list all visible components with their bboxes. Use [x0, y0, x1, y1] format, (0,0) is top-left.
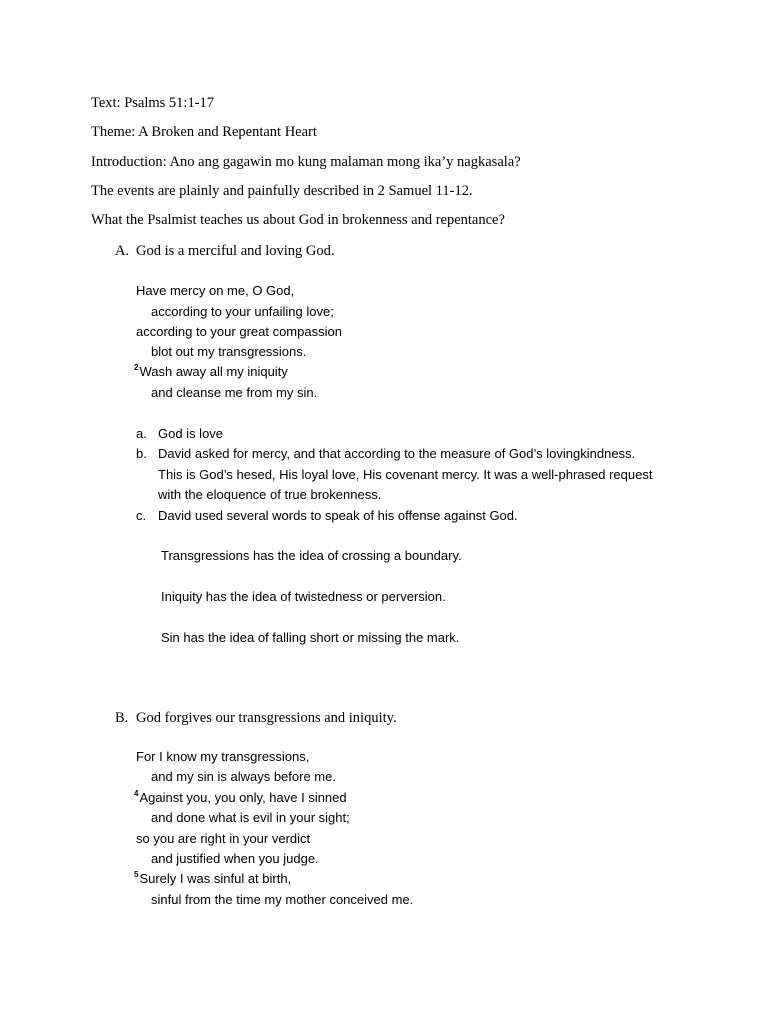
definition-sin: Sin has the idea of falling short or missing the mark. — [161, 630, 460, 645]
question-line: What the Psalmist teaches us about God in brokenness and repentance? — [91, 212, 505, 228]
verse-line: Have mercy on me, O God, — [136, 283, 295, 298]
introduction-line: Introduction: Ano ang gagawin mo kung malaman mong ika’y nagkasala? — [91, 154, 521, 170]
verse-line: and my sin is always before me. — [151, 769, 336, 784]
verse-number: 5 — [134, 870, 139, 879]
definition-iniquity: Iniquity has the idea of twistedness or perversion. — [161, 589, 446, 604]
verse-line: $^4$Against you, you only, have I sinned — [134, 789, 347, 805]
verse-line: $^5$Surely I was sinful at birth, — [134, 870, 292, 886]
verse-line: For I know my transgressions, — [136, 749, 310, 764]
events-line: The events are plainly and painfully described in 2 Samuel 11-12. — [91, 183, 473, 199]
verse-line: according to your unfailing love; — [151, 304, 334, 319]
section-b-heading: God forgives our transgressions and iniquity. — [136, 710, 397, 726]
verse-line: and cleanse me from my sin. — [151, 385, 318, 400]
theme-line: Theme: A Broken and Repentant Heart — [91, 124, 317, 140]
verse-number: 4 — [134, 789, 139, 798]
point-c-text: David used several words to speak of his offense against God. — [158, 508, 518, 523]
section-a-marker: A. — [115, 243, 130, 259]
definition-transgressions: Transgressions has the idea of crossing a boundary. — [161, 548, 462, 563]
point-b-marker: b. — [136, 446, 147, 461]
verse-line: $^2$Wash away all my iniquity — [134, 363, 288, 379]
verse-line: so you are right in your verdict — [136, 831, 311, 846]
text-reference-line: Text: Psalms 51:1-17 — [91, 95, 215, 111]
point-b-text: This is God’s hesed, His loyal love, His covenant mercy. It was a well-phrased request — [158, 467, 653, 482]
point-a-marker: a. — [136, 426, 147, 441]
point-b-text: David asked for mercy, and that according to the measure of God’s lovingkindness. — [158, 446, 636, 461]
point-c-marker: c. — [136, 508, 147, 523]
point-a-text: God is love — [158, 426, 224, 441]
verse-number: 2 — [134, 363, 139, 372]
verse-line: blot out my transgressions. — [151, 344, 307, 359]
section-b-marker: B. — [115, 710, 129, 726]
verse-line: sinful from the time my mother conceived me. — [151, 892, 414, 907]
point-b-text: with the eloquence of true brokenness. — [158, 487, 382, 502]
verse-line: and done what is evil in your sight; — [151, 810, 350, 825]
verse-line: and justified when you judge. — [151, 851, 319, 866]
section-a-heading: God is a merciful and loving God. — [136, 243, 335, 259]
verse-line: according to your great compassion — [136, 324, 342, 339]
